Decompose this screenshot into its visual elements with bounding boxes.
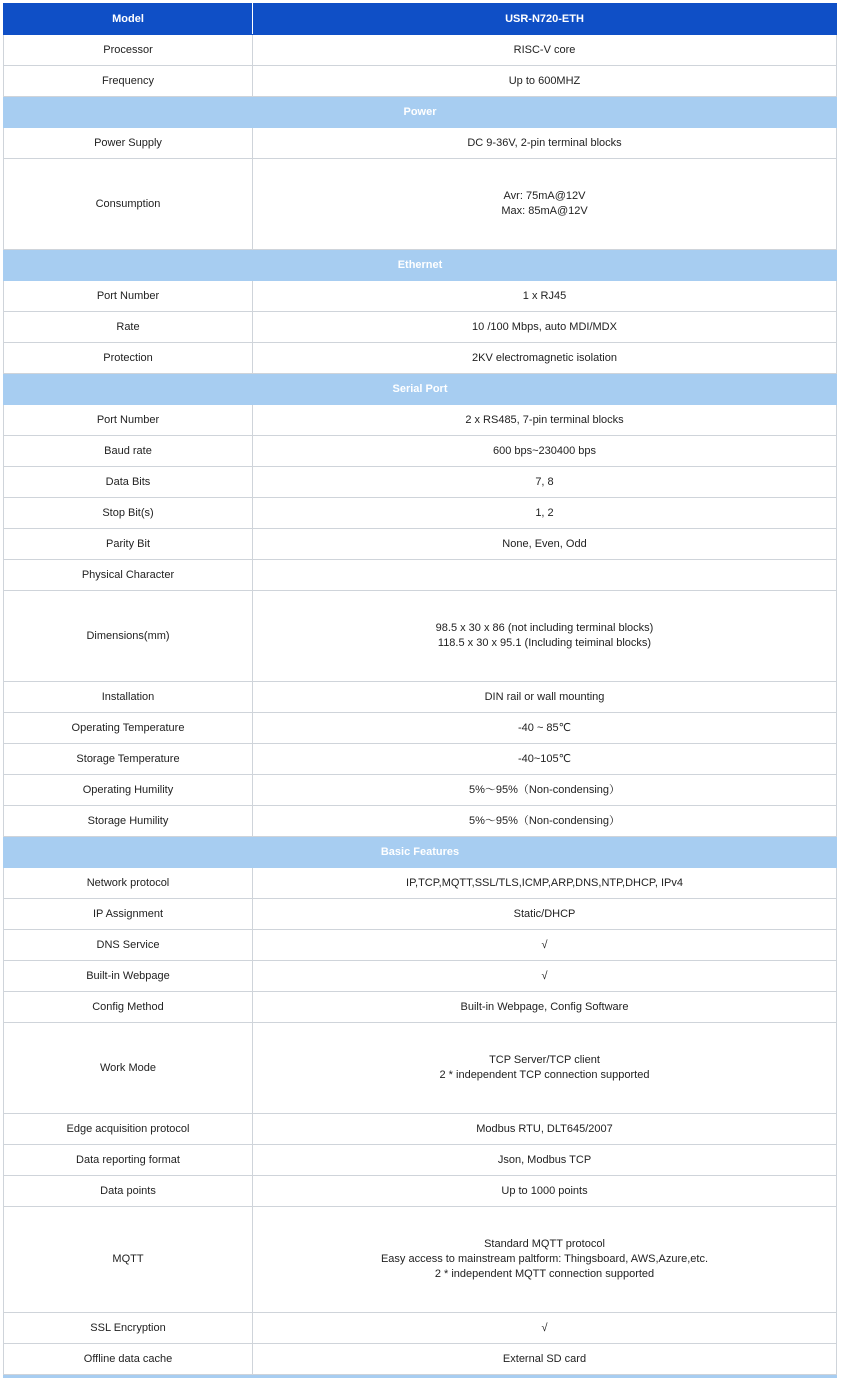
spec-label: Installation <box>4 682 253 713</box>
spec-value-line: None, Even, Odd <box>502 537 587 550</box>
spec-value <box>253 1176 837 1207</box>
spec-value-line: RISC-V core <box>513 43 576 56</box>
spec-value <box>253 1023 837 1114</box>
section-title: Basic Features <box>4 837 837 868</box>
spec-value <box>253 35 837 66</box>
spec-label: Data reporting format <box>4 1145 253 1176</box>
spec-value <box>253 682 837 713</box>
table-row <box>4 713 837 744</box>
spec-value-line: Standard MQTT protocol <box>484 1238 605 1250</box>
spec-value-line: Up to 1000 points <box>501 1184 588 1197</box>
spec-label: IP Assignment <box>4 899 253 930</box>
table-bottom-bar <box>4 1375 837 1378</box>
spec-value-line: 5%～95%（Non-condensing） <box>468 783 621 796</box>
table-row <box>4 1344 837 1375</box>
table-row <box>4 1313 837 1344</box>
spec-value-line: 10 /100 Mbps, auto MDI/MDX <box>472 320 617 333</box>
table-row <box>4 312 837 343</box>
table-row <box>4 868 837 899</box>
spec-value-line: 1 x RJ45 <box>522 289 567 302</box>
table-row <box>4 806 837 837</box>
table-header-row <box>4 4 837 35</box>
spec-value <box>253 560 837 591</box>
spec-label: Dimensions(mm) <box>4 591 253 682</box>
spec-label: Consumption <box>4 159 253 250</box>
spec-value <box>253 1344 837 1375</box>
spec-label: Config Method <box>4 992 253 1023</box>
spec-label: Edge acquisition protocol <box>4 1114 253 1145</box>
table-row <box>4 467 837 498</box>
spec-label: Built-in Webpage <box>4 961 253 992</box>
spec-value-line: Up to 600MHZ <box>508 74 581 87</box>
spec-value-line: DIN rail or wall mounting <box>484 690 605 703</box>
table-row <box>4 1114 837 1145</box>
table-row <box>4 343 837 374</box>
spec-value <box>253 591 837 682</box>
spec-value <box>253 930 837 961</box>
spec-value <box>253 128 837 159</box>
section-title: Power <box>4 97 837 128</box>
spec-value-line: 1, 2 <box>535 506 554 519</box>
spec-value-line: Modbus RTU, DLT645/2007 <box>476 1122 613 1135</box>
spec-value <box>253 961 837 992</box>
spec-value-line: Avr: 75mA@12V <box>503 190 586 202</box>
check-mark-icon: √ <box>541 938 548 951</box>
spec-label: Work Mode <box>4 1023 253 1114</box>
section-title: Ethernet <box>4 250 837 281</box>
spec-label: MQTT <box>4 1207 253 1313</box>
spec-label: Storage Humility <box>4 806 253 837</box>
section-row-basic-features <box>4 837 837 868</box>
table-row <box>4 775 837 806</box>
table-row <box>4 961 837 992</box>
spec-value-line: -40~105℃ <box>517 752 572 765</box>
spec-value <box>253 159 837 250</box>
spec-value <box>253 992 837 1023</box>
table-row <box>4 436 837 467</box>
spec-value-line: -40 ~ 85℃ <box>517 721 572 734</box>
spec-label: Frequency <box>4 66 253 97</box>
spec-label: Processor <box>4 35 253 66</box>
table-row <box>4 1207 837 1313</box>
spec-value <box>253 281 837 312</box>
table-row <box>4 682 837 713</box>
spec-value <box>253 806 837 837</box>
spec-value-line: 98.5 x 30 x 86 (not including terminal blocks) <box>435 622 654 634</box>
spec-value-line: Easy access to mainstream paltform: Thingsboard, AWS,Azure,etc. <box>380 1253 709 1265</box>
model-label: Model <box>4 4 253 35</box>
spec-value-line: External SD card <box>502 1352 587 1365</box>
spec-value <box>253 744 837 775</box>
spec-value <box>253 343 837 374</box>
table-row <box>4 899 837 930</box>
model-value: USR-N720-ETH <box>253 4 837 35</box>
spec-value-line: 600 bps~230400 bps <box>492 444 597 457</box>
table-row <box>4 992 837 1023</box>
spec-label: Data points <box>4 1176 253 1207</box>
table-row <box>4 744 837 775</box>
spec-label: Power Supply <box>4 128 253 159</box>
spec-value-line: DC 9-36V, 2-pin terminal blocks <box>467 136 622 149</box>
bottom-bar-cell <box>4 1375 837 1378</box>
spec-value-line: IP,TCP,MQTT,SSL/TLS,ICMP,ARP,DNS,NTP,DHCP, IPv4 <box>406 876 683 889</box>
spec-value-line: TCP Server/TCP client <box>489 1054 600 1066</box>
spec-value-line: Built-in Webpage, Config Software <box>460 1000 629 1013</box>
spec-value <box>253 713 837 744</box>
check-mark-icon: √ <box>541 1321 548 1334</box>
spec-value <box>253 498 837 529</box>
spec-value-line: 2 x RS485, 7-pin terminal blocks <box>465 413 624 426</box>
spec-label: Parity Bit <box>4 529 253 560</box>
spec-label: Port Number <box>4 281 253 312</box>
table-row <box>4 66 837 97</box>
table-row <box>4 529 837 560</box>
spec-label: Protection <box>4 343 253 374</box>
spec-value <box>253 1114 837 1145</box>
spec-value-line: 2 * independent MQTT connection supported <box>434 1268 655 1280</box>
section-title: Serial Port <box>4 374 837 405</box>
table-row <box>4 405 837 436</box>
table-row <box>4 35 837 66</box>
spec-value-line: Max: 85mA@12V <box>501 205 588 217</box>
spec-value <box>253 1313 837 1344</box>
spec-value <box>253 899 837 930</box>
spec-value <box>253 868 837 899</box>
spec-label: Stop Bit(s) <box>4 498 253 529</box>
spec-label: SSL Encryption <box>4 1313 253 1344</box>
spec-value <box>253 66 837 97</box>
spec-label: Offline data cache <box>4 1344 253 1375</box>
spec-value-line: 2 * independent TCP connection supported <box>439 1069 650 1081</box>
table-row <box>4 591 837 682</box>
table-row <box>4 128 837 159</box>
spec-table <box>3 3 837 1378</box>
spec-value <box>253 405 837 436</box>
spec-label: Physical Character <box>4 560 253 591</box>
spec-value-line: 5%～95%（Non-condensing） <box>468 814 621 827</box>
table-row <box>4 930 837 961</box>
spec-label: Rate <box>4 312 253 343</box>
spec-value-line: Static/DHCP <box>513 907 576 920</box>
table-row <box>4 1145 837 1176</box>
spec-label: Port Number <box>4 405 253 436</box>
spec-value <box>253 529 837 560</box>
spec-value <box>253 436 837 467</box>
spec-label: Storage Temperature <box>4 744 253 775</box>
spec-label: Data Bits <box>4 467 253 498</box>
check-mark-icon: √ <box>541 969 548 982</box>
spec-label: Network protocol <box>4 868 253 899</box>
spec-value <box>253 467 837 498</box>
spec-value <box>253 312 837 343</box>
spec-value <box>253 775 837 806</box>
spec-label: Operating Humility <box>4 775 253 806</box>
spec-value-line: 2KV electromagnetic isolation <box>472 351 617 364</box>
spec-value <box>253 1145 837 1176</box>
table-row <box>4 560 837 591</box>
section-row-power <box>4 97 837 128</box>
spec-value <box>253 1207 837 1313</box>
table-row <box>4 498 837 529</box>
section-row-ethernet <box>4 250 837 281</box>
spec-value-line: 7, 8 <box>535 475 554 488</box>
spec-value-line: 118.5 x 30 x 95.1 (Including teiminal blocks) <box>437 637 652 649</box>
table-row <box>4 159 837 250</box>
table-row <box>4 1023 837 1114</box>
table-row <box>4 1176 837 1207</box>
table-row <box>4 281 837 312</box>
spec-label: Operating Temperature <box>4 713 253 744</box>
spec-label: DNS Service <box>4 930 253 961</box>
section-row-serial-port <box>4 374 837 405</box>
spec-label: Baud rate <box>4 436 253 467</box>
spec-value-line: Json, Modbus TCP <box>497 1153 592 1166</box>
